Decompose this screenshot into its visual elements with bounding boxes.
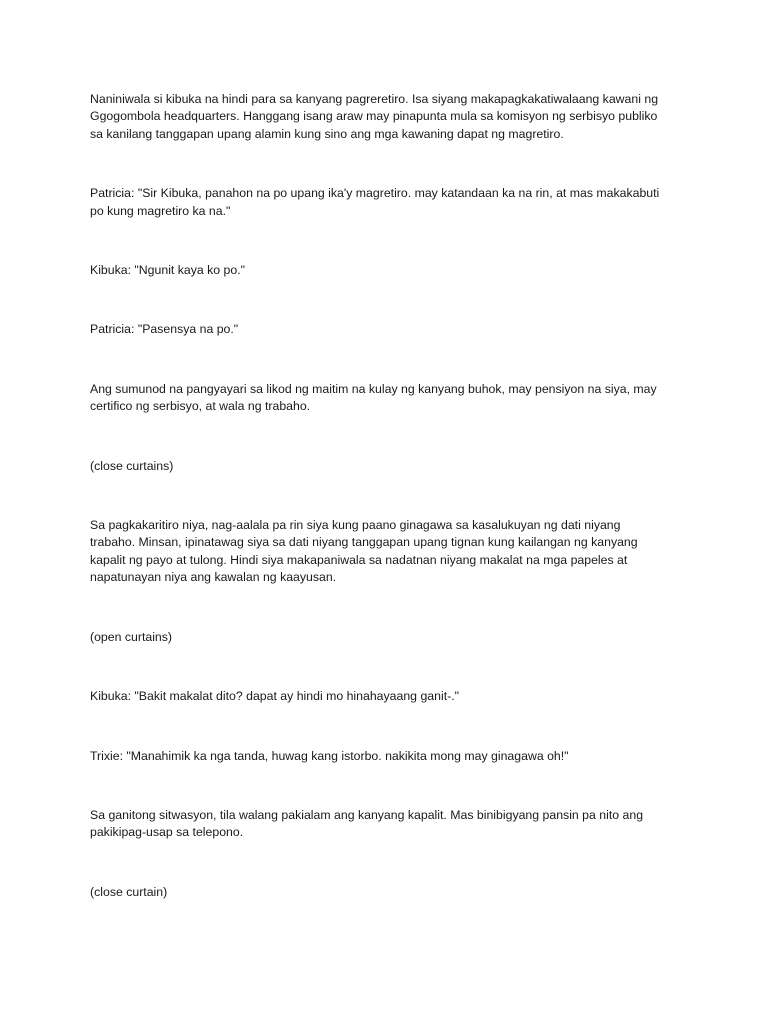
document-body [90,91,680,901]
stage-direction-1: (close curtains) [90,458,174,473]
dialogue-patricia-2: Patricia: "Pasensya na po." [90,322,239,337]
dialogue-patricia-1: Patricia: "Sir Kibuka, panahon na po upang ika'y magretiro. may katandaan ka na rin, at mas makakabuti po kung magretiro ka na." [90,186,660,218]
paragraph-spacer [90,842,680,884]
paragraph-spacer [90,143,680,185]
paragraph-narration-2: Sa pagkakaritiro niya, nag-aalala pa rin siya kung paano ginagawa sa kasalukuyan ng dati niyang trabaho. Minsan, ipinatawag siya sa dati niyang tanggapan upang tignan kung kailangan ng kanyang kapalit ng payo at tulong. Hindi siya makapaniwala sa nadatnan niyang makalat na mga papeles at napatunayan niya ang kawalan ng kaayusan. [90,518,638,585]
dialogue-trixie-1: Trixie: "Manahimik ka nga tanda, huwag kang istorbo. nakikita mong may ginagawa oh!" [90,748,569,763]
paragraph-spacer [90,765,680,807]
paragraph-spacer [90,416,680,458]
paragraph-spacer [90,279,680,321]
dialogue-kibuka-2: Kibuka: "Bakit makalat dito? dapat ay hindi mo hinahayaang ganit-." [90,689,459,704]
dialogue-kibuka-1: Kibuka: "Ngunit kaya ko po." [90,263,246,278]
paragraph-spacer [90,220,680,262]
paragraph-spacer [90,646,680,688]
stage-direction-2: (open curtains) [90,629,173,644]
paragraph-intro: Naniniwala si kibuka na hindi para sa kanyang pagreretiro. Isa siyang makapagkakatiwalaang kawani ng Ggogombola headquarters. Hanggang isang araw may pinapunta mula sa komisyon ng serbisyo publiko sa kanilang tanggapan upang alamin kung sino ang mga kawaning dapat ng magretiro. [90,92,659,141]
paragraph-spacer [90,475,680,517]
stage-direction-3: (close curtain) [90,884,168,899]
paragraph-narration-3: Sa ganitong sitwasyon, tila walang pakialam ang kanyang kapalit. Mas binibigyang pansin pa nito ang pakikipag-usap sa telepono. [90,807,644,840]
paragraph-narration-1: Ang sumunod na pangyayari sa likod ng maitim na kulay ng kanyang buhok, may pensiyon na siya, may certifico ng serbisyo, at wala ng trabaho. [90,381,657,414]
paragraph-spacer [90,339,680,381]
paragraph-spacer [90,706,680,748]
paragraph-spacer [90,587,680,629]
